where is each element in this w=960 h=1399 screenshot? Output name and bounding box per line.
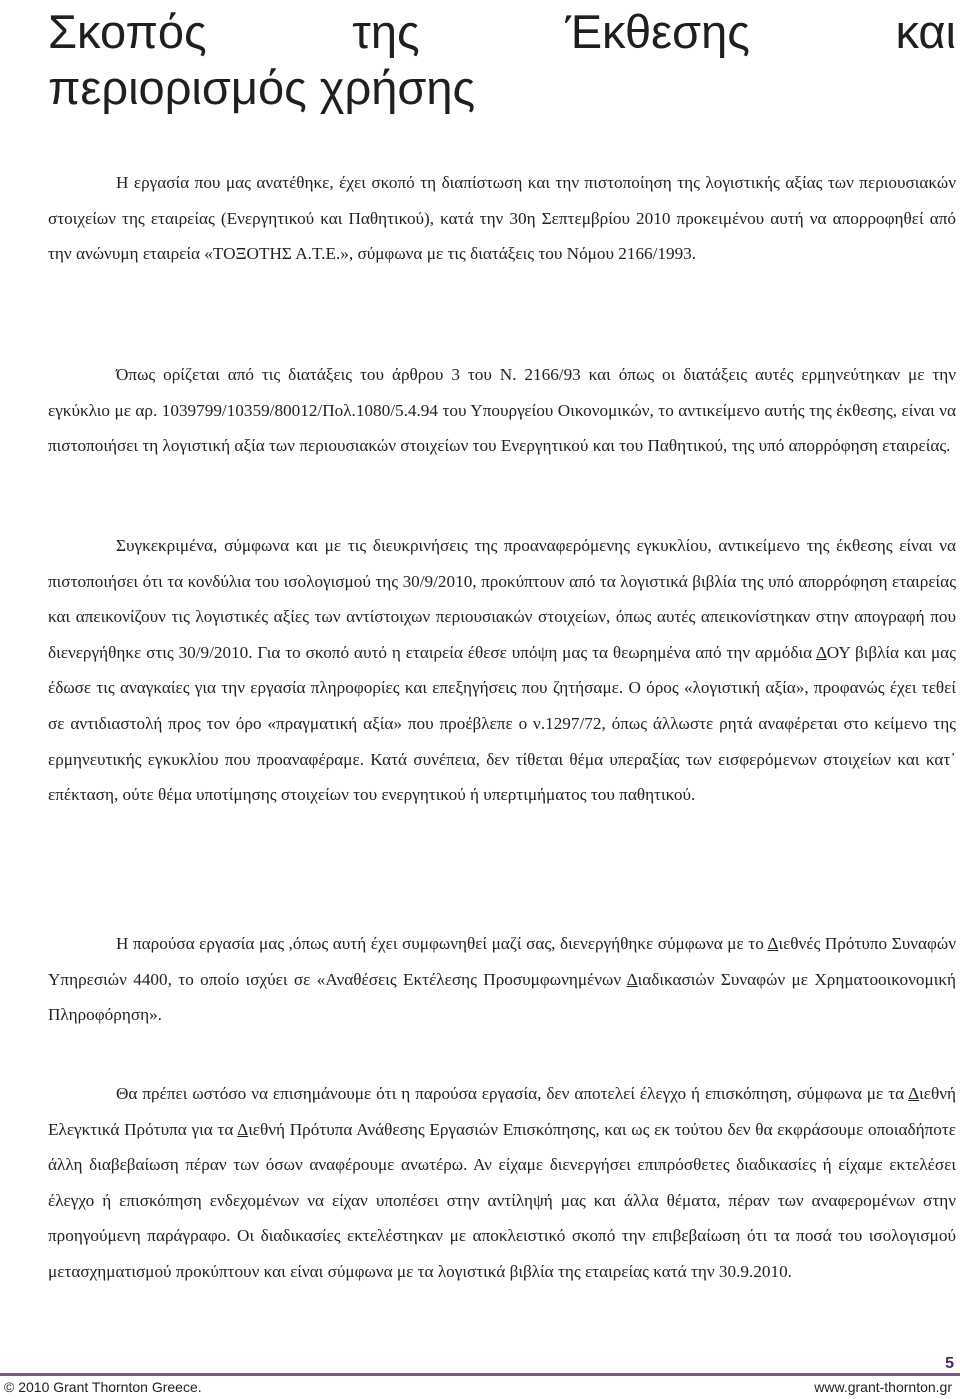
underlined-letter: Δ	[767, 934, 779, 953]
title-word-3: Έκθεσης	[565, 5, 750, 58]
paragraph-specifics	[48, 528, 956, 813]
paragraph-disclaimer-part-1: Θα πρέπει ωστόσο να επισημάνουμε ότι η παρούσα εργασία, δεν αποτελεί έλεγχο ή επισκόπηση, σύμφωνα με τα	[116, 1084, 909, 1103]
paragraph-specifics-part-1: Συγκεκριμένα, σύμφωνα και με τις διευκρινήσεις της προαναφερόμενης εγκυκλίου, αντικείμενο της έκθεσης είναι να πιστοποιήσει ότι τα κονδύλια του ισολογισμού της 30/9/2010, προκύπτουν από τα λογιστικά βιβλία της υπό απορρόφηση εταιρείας και απεικονίζουν τις λογιστικές αξίες των αντίστοιχων περιουσιακών στοιχείων, όπως αυτές απεικονίστηκαν στην απογραφή που διενεργήθηκε στις 30/9/2010. Για το σκοπό αυτό η εταιρεία έθεσε υπόψη μας τα θεωρημένα από την αρμόδια	[48, 536, 956, 662]
paragraph-purpose: Η εργασία που μας ανατέθηκε, έχει σκοπό τη διαπίστωση και την πιστοποίηση της λογιστικής αξίας των περιουσιακών στοιχείων της εταιρείας (Ενεργητικού και Παθητικού), κατά την 30η Σεπτεμβρίου 2010 προκειμένου αυτή να απορροφηθεί από την ανώνυμη εταιρεία «ΤΟΞΟΤΗΣ Α.Τ.Ε.», σύμφωνα με τις διατάξεις του Νόμου 2166/1993.	[48, 173, 956, 264]
underlined-letter: Δ	[908, 1084, 920, 1103]
title-word-2: της	[352, 5, 420, 58]
underlined-letter: Δ	[626, 969, 638, 989]
paragraph-standard-part-1: Η παρούσα εργασία μας ,όπως αυτή έχει συμφωνηθεί μαζί σας, διενεργήθηκε σύμφωνα με το	[116, 934, 768, 953]
paragraph-disclaimer	[48, 1076, 956, 1290]
paragraph-standard-part-3: ιαδικασιών Συναφών με Χρηματοοικονομική Πληροφόρηση».	[48, 969, 957, 1025]
footer-divider	[0, 1373, 960, 1376]
paragraph-standard	[48, 926, 956, 1033]
page-number: 5	[945, 1355, 954, 1372]
paragraph-specifics-part-2: ΟΥ βιβλία και μας έδωσε τις αναγκαίες για την εργασία πληροφορίες και επεξηγήσεις που ζητήσαμε. Ο όρος «λογιστική αξία», προφανώς έχει τεθεί σε αντιδιαστολή προς τον όρο «πραγματική αξία» που προέβλεπε ο ν.1297/72, όπως άλλωστε ρητά αναφέρεται στο κείμενο της ερμηνευτικής εγκυκλίου που προαναφέραμε. Κατά συνέπεια, δεν τίθεται θέμα υπεραξίας των εισφερόμενων στοιχείων και κατ᾽ επέκταση, ούτε θέμα υποτίμησης στοιχείων του ενεργητικού ή υπερτιμήματος του παθητικού.	[48, 642, 956, 805]
title-line-2: περιορισμός χρήσης	[48, 61, 476, 114]
underlined-letter: Δ	[816, 642, 827, 662]
title-word-4: και	[895, 5, 956, 58]
paragraph-standard-part-2: ιεθνές Πρότυπο Συναφών Υπηρεσιών 4400, το οποίο ισχύει σε «Αναθέσεις Εκτέλεσης Προσυμφωνημένων	[48, 934, 956, 989]
page-title	[48, 4, 958, 116]
footer-copyright: © 2010 Grant Thornton Greece.	[4, 1379, 202, 1395]
underlined-letter: Δ	[237, 1119, 249, 1139]
title-line-1	[48, 4, 956, 60]
document-page	[48, 0, 958, 1281]
title-word-1: Σκοπός	[48, 5, 207, 58]
footer-website: www.grant-thornton.gr	[814, 1379, 952, 1395]
paragraph-disclaimer-part-3: ιεθνή Πρότυπα Ανάθεσης Εργασιών Επισκόπησης, και ως εκ τούτου δεν θα εκφράσουμε οποιαδήποτε άλλη διαβεβαίωση πέραν των όσων αναφέρουμε ανωτέρω. Αν είχαμε διενεργήσει επιπρόσθετες διαδικασίες ή είχαμε εκτελέσει έλεγχο ή επισκόπηση ενδεχομένων να είχαν υποπέσει στην αντίληψή μας και άλλα θέματα, πέραν των αναφερομένων στην προηγούμενη παράγραφο. Οι διαδικασίες εκτελέστηκαν με αποκλειστικό σκοπό την επιβεβαίωση ότι τα ποσά του ισολογισμού μετασχηματισμού προκύπτουν και είναι σύμφωνα με τα λογιστικά βιβλία της εταιρείας κατά την 30.9.2010.	[48, 1119, 956, 1281]
paragraph-legal-basis: Όπως ορίζεται από τις διατάξεις του άρθρου 3 του Ν. 2166/93 και όπως οι διατάξεις αυτές ερμηνεύτηκαν με την εγκύκλιο με αρ. 1039799/10359/80012/Πολ.1080/5.4.94 του Υπουργείου Οικονομικών, το αντικείμενο αυτής της έκθεσης, είναι να πιστοποιήσει τη λογιστική αξία των περιουσιακών στοιχείων του Ενεργητικού και του Παθητικού, της υπό απορρόφηση εταιρείας.	[48, 365, 956, 456]
paragraph-disclaimer-part-2: ιεθνή Ελεγκτικά Πρότυπα για τα	[48, 1084, 956, 1139]
